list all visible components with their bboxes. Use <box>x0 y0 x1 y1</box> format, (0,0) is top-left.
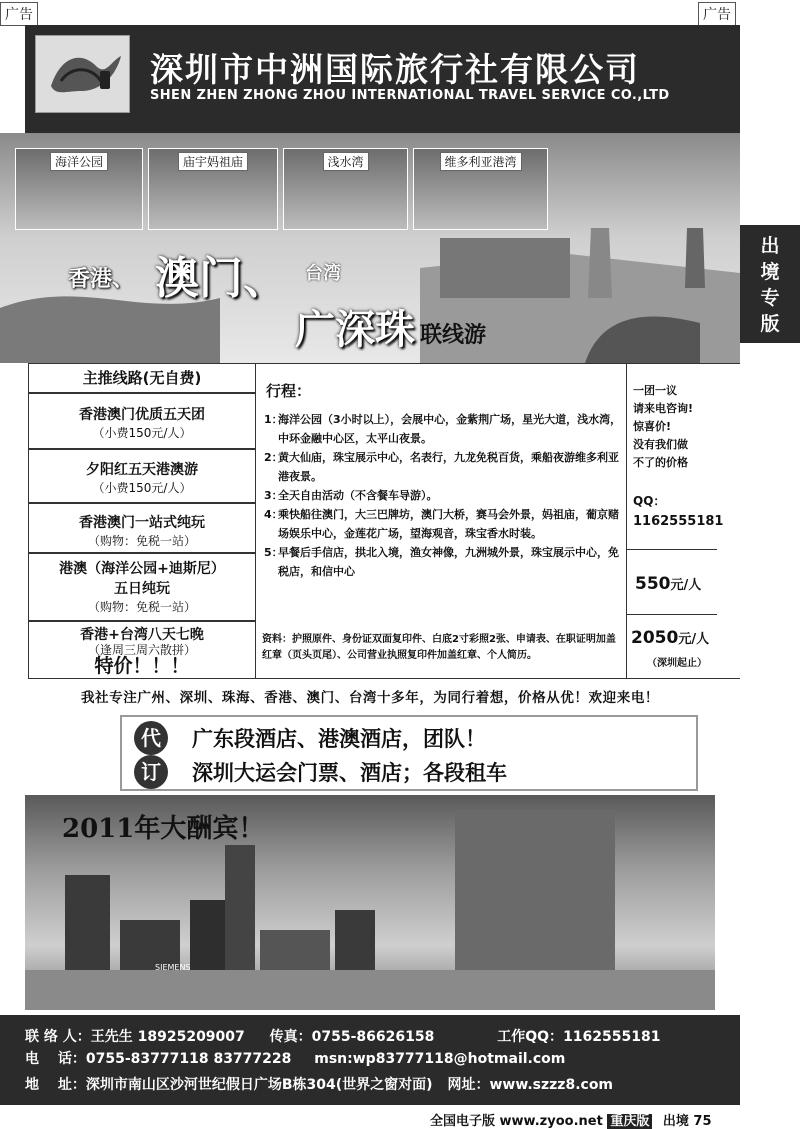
city-edition: 重庆版 <box>607 1114 652 1129</box>
photo-label: 维多利亚港湾 <box>439 152 521 171</box>
itinerary-item: 5： 早餐后手信店，拱北入境，渔女神像，九洲城外景，珠宝展示中心，免税店，和信中心 <box>264 546 619 578</box>
route-note: （小费150元/人） <box>92 426 192 440</box>
banner-title-taiwan: 台湾 <box>305 263 341 284</box>
route-name-2: 五日纯玩 <box>114 581 170 597</box>
route-note: （小费150元/人） <box>92 481 192 495</box>
divider <box>627 614 717 615</box>
route-item <box>28 503 256 553</box>
route-note: （购物：免税一站） <box>87 600 196 614</box>
required-documents: 资料：护照原件、身份证双面复印件、白底2寸彩照2张、申请表、在职证明加盖红章（页头页尾）、公司营业执照复印件加盖红章、个人简历。 <box>262 634 616 661</box>
qq-label: QQ： <box>633 494 666 508</box>
company-logo <box>35 35 130 113</box>
contact-row-1: 联 络 人：王先生 18925209007 传真：0755-86626158 工作QQ：1162555181 <box>25 1029 661 1045</box>
route-note: （逢周三周六散拼） <box>87 643 196 657</box>
booking-line-1: 广东段酒店、港澳酒店，团队！ <box>192 727 486 751</box>
photo-ocean-park <box>15 148 143 230</box>
itinerary-item: 1： 海洋公园（3小时以上），会展中心，金紫荆广场，星光大道，浅水湾，中环金融中心区，太平山夜景。 <box>264 413 622 445</box>
promo-text: 一团一议 请来电咨询! 惊喜价! 没有我们做 不了的价格 <box>633 384 694 469</box>
ad-tag-left: 广告 <box>0 2 38 26</box>
page-number: 出境 75 <box>662 1114 712 1129</box>
side-tab-char: 出 <box>760 235 780 257</box>
contact-row-2: 电 话：0755-83777118 83777228 msn:wp83777118@hotmail.com <box>25 1051 566 1067</box>
qq-number: 1162555181 <box>633 514 724 529</box>
route-name: 香港澳门优质五天团 <box>79 407 205 423</box>
price-550: 550元/人 <box>635 574 702 594</box>
photo-label: 海洋公园 <box>50 152 108 171</box>
route-item <box>28 553 256 621</box>
route-name: 夕阳红五天港澳游 <box>86 462 198 478</box>
promo-photo-title: 2011年大酬宾！ <box>62 814 265 844</box>
itinerary-item: 4： 乘快船往澳门，大三巴牌坊，澳门大桥，赛马会外景，妈祖庙，葡京赌场娱乐中心，金莲花广场，望海观音，珠宝香水时装。 <box>264 508 619 540</box>
side-tab-char: 境 <box>760 261 780 283</box>
side-tab-char: 版 <box>760 313 780 335</box>
siemens-sign: SIEMENS <box>155 963 191 972</box>
side-tab-outbound <box>740 225 800 343</box>
banner-title-tour: 联线游 <box>420 323 487 348</box>
itinerary-item: 3： 全天自由活动（不含餐车导游）。 <box>264 489 438 502</box>
divider <box>627 549 717 550</box>
edition-strip <box>430 1110 712 1129</box>
edition-text: 全国电子版 www.zyoo.net <box>430 1114 603 1129</box>
booking-line-2: 深圳大运会门票、酒店；各段租车 <box>192 761 507 785</box>
booking-char-2: 订 <box>134 755 168 789</box>
banner-title-hk: 香港、 <box>68 267 135 292</box>
photo-label: 浅水湾 <box>322 152 368 171</box>
contact-footer <box>0 1015 740 1105</box>
route-name: 香港澳门一站式纯玩 <box>79 515 205 531</box>
company-name-en: SHEN ZHEN ZHONG ZHOU INTERNATIONAL TRAVEL SERVICE CO.,LTD <box>150 88 670 103</box>
photo-repulse-bay <box>283 148 408 230</box>
route-item <box>28 449 256 503</box>
ad-tag-right: 广告 <box>698 2 736 26</box>
promo-column <box>627 363 740 679</box>
photo-label: 庙宇妈祖庙 <box>178 152 248 171</box>
routes-header: 主推线路(无自费) <box>28 363 256 393</box>
routes-column <box>28 363 256 679</box>
booking-box <box>120 715 698 791</box>
route-note: （购物：免税一站） <box>87 534 196 548</box>
booking-char-1: 代 <box>134 721 168 755</box>
itinerary-box <box>256 363 627 679</box>
route-name: 港澳（海洋公园+迪斯尼） <box>59 561 225 577</box>
contact-row-3: 地 址：深圳市南山区沙河世纪假日广场B栋304(世界之窗对面) 网址：www.szzz8.com <box>25 1077 614 1093</box>
price-2050: 2050元/人 <box>631 628 710 648</box>
slogan: 我社专注广州、深圳、珠海、香港、澳门、台湾十多年，为同行着想，价格从优！欢迎来电！ <box>80 690 660 706</box>
itinerary-item: 2： 黄大仙庙，珠宝展示中心，名表行，九龙免税百货，乘船夜游维多利亚港夜景。 <box>264 451 619 483</box>
steps <box>25 970 715 1010</box>
itinerary-list <box>264 410 622 581</box>
route-item <box>28 393 256 449</box>
price-note: （深圳起止） <box>647 658 707 669</box>
company-name-cn: 深圳市中洲国际旅行社有限公司 <box>150 50 640 89</box>
photo-victoria-harbour <box>413 148 548 230</box>
route-item <box>28 621 256 679</box>
banner-title-gsz: 广深珠 <box>295 307 415 353</box>
banner-title-macau: 澳门、 <box>155 253 287 304</box>
side-tab-char: 专 <box>760 287 780 309</box>
itinerary-title: 行程： <box>266 382 312 400</box>
route-special: 特价！！！ <box>94 655 190 677</box>
route-name: 香港+台湾八天七晚 <box>80 627 204 643</box>
photo-temple <box>148 148 278 230</box>
